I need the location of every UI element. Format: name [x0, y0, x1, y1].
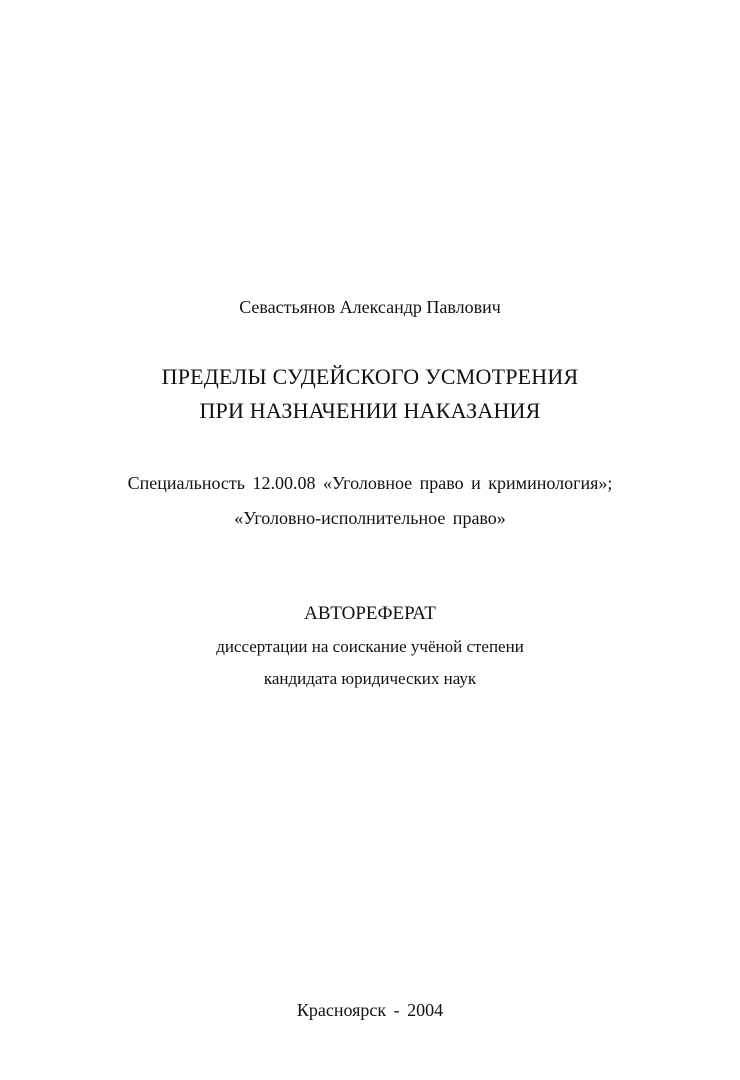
specialty-line-1: Специальность 12.00.08 «Уголовное право и криминология»; [127, 473, 613, 493]
dissertation-title-line-2: ПРИ НАЗНАЧЕНИИ НАКАЗАНИЯ [199, 398, 541, 423]
document-type: АВТОРЕФЕРАТ [304, 603, 436, 624]
degree-description-line-1: диссертации на соискание учёной степени [216, 637, 524, 656]
dissertation-title-line-1: ПРЕДЕЛЫ СУДЕЙСКОГО УСМОТРЕНИЯ [161, 364, 579, 389]
degree-description-line-2: кандидата юридических наук [263, 669, 477, 688]
author-name: Севастьянов Александр Павлович [239, 297, 501, 317]
city-year: Красноярск - 2004 [296, 1000, 444, 1020]
specialty-line-2: «Уголовно-исполнительное право» [234, 508, 506, 528]
